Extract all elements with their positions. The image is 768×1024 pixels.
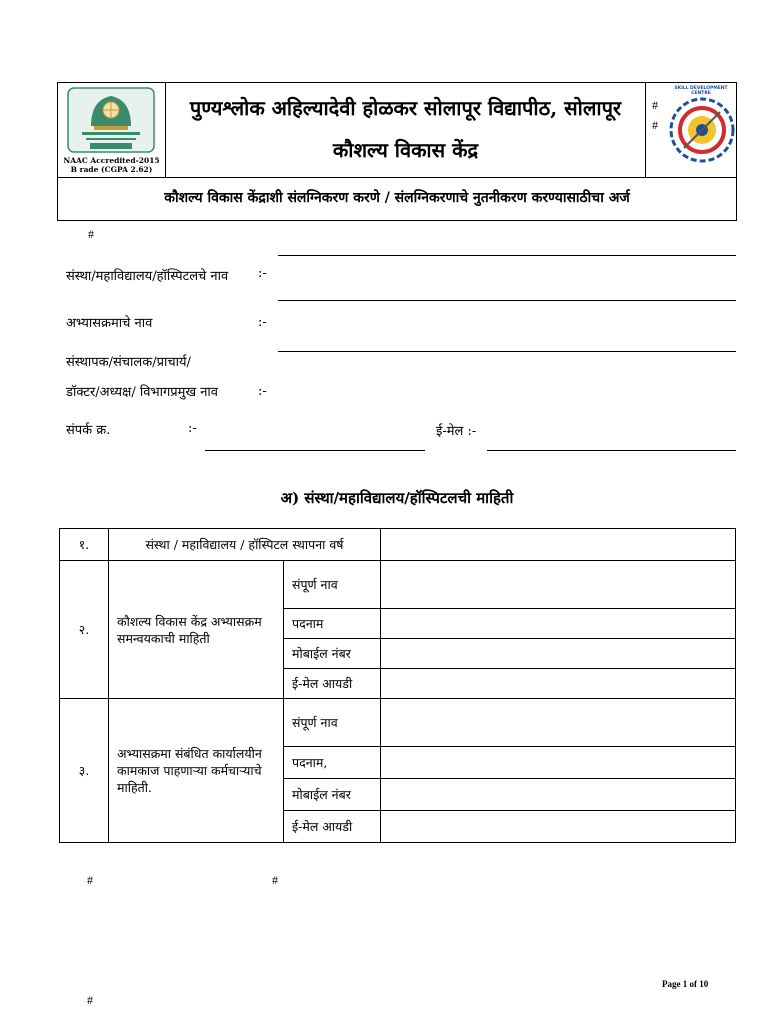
naac-line-2: B rade (CGPA 2.62) xyxy=(70,165,153,174)
head-name-label-2: डॉक्टर/अध्यक्ष/ विभागप्रमुख नाव xyxy=(66,385,219,400)
hash-mark: # xyxy=(88,227,94,241)
field-label: ई-मेल आयडी xyxy=(284,811,381,843)
row-number: २. xyxy=(60,561,109,699)
skill-centre-logo-cell xyxy=(645,82,737,178)
university-name: पुण्यश्लोक अहिल्यादेवी होळकर सोलापूर विद्यापीठ, सोलापूर xyxy=(189,96,622,120)
staff-mobile-cell[interactable] xyxy=(381,779,736,811)
table-row xyxy=(60,699,736,747)
skill-centre-logo-text: SKILL DEVELOPMENT CENTRE xyxy=(674,86,728,96)
institution-name-separator: :- xyxy=(258,266,267,281)
coordinator-mobile-cell[interactable] xyxy=(381,639,736,669)
coordinator-email-cell[interactable] xyxy=(381,669,736,699)
field-label: मोबाईल नंबर xyxy=(284,779,381,811)
staff-info-label: अभ्यासक्रमा संबंधित कार्यालयीन कामकाज पाहणाऱ्या कर्मचाऱ्याचे माहिती. xyxy=(109,699,284,843)
head-name-separator: :- xyxy=(258,384,267,399)
section-a-heading: अ) संस्था/महाविद्यालय/हॉस्पिटलची माहिती xyxy=(280,489,514,507)
contact-number-line[interactable] xyxy=(205,450,425,451)
contact-separator: :- xyxy=(188,421,197,436)
contact-label: संपर्क क्र. xyxy=(66,423,111,438)
center-name: कौशल्य विकास केंद्र xyxy=(332,138,479,162)
page-number: Page 1 of 10 xyxy=(662,979,709,989)
table-row xyxy=(60,529,736,561)
field-label: संपूर्ण नाव xyxy=(284,699,381,747)
field-label: पदनाम, xyxy=(284,747,381,779)
staff-full-name-cell[interactable] xyxy=(381,699,736,747)
hash-mark: # xyxy=(652,118,658,132)
naac-accreditation xyxy=(60,156,163,174)
university-logo-icon xyxy=(66,86,156,154)
coordinator-info-label: कौशल्य विकास केंद्र अभ्यासक्रम समन्वयकाची माहिती xyxy=(109,561,284,699)
course-name-line[interactable] xyxy=(278,351,736,352)
hash-mark: # xyxy=(87,873,93,887)
establishment-year-cell[interactable] xyxy=(381,529,736,561)
skill-centre-gear-logo-icon xyxy=(664,90,736,168)
institution-name-label: संस्था/महाविद्यालय/हॉस्पिटलचे नाव xyxy=(66,269,229,284)
staff-designation-cell[interactable] xyxy=(381,747,736,779)
institution-name-line[interactable] xyxy=(278,300,736,301)
course-name-separator: :- xyxy=(258,315,267,330)
hash-mark: # xyxy=(652,98,658,112)
institution-info-table xyxy=(59,528,736,843)
row-number: १. xyxy=(60,529,109,561)
email-label: ई-मेल :- xyxy=(436,424,477,439)
institution-name-line-top xyxy=(278,255,736,256)
establishment-year-label: संस्था / महाविद्यालय / हॉस्पिटल स्थापना वर्ष xyxy=(109,529,381,561)
naac-line-1: NAAC Accredited-2015 xyxy=(63,156,160,165)
coordinator-designation-cell[interactable] xyxy=(381,609,736,639)
staff-email-cell[interactable] xyxy=(381,811,736,843)
field-label: पदनाम xyxy=(284,609,381,639)
hash-mark: # xyxy=(87,993,93,1007)
field-label: मोबाईल नंबर xyxy=(284,639,381,669)
head-name-label-1: संस्थापक/संचालक/प्राचार्य/ xyxy=(66,355,191,370)
row-number: ३. xyxy=(60,699,109,843)
hash-mark: # xyxy=(272,873,278,887)
course-name-label: अभ्यासक्रमाचे नाव xyxy=(66,316,153,331)
coordinator-full-name-cell[interactable] xyxy=(381,561,736,609)
form-title: कौशल्य विकास केंद्राशी संलग्निकरण करणे / संलग्निकरणाचे नुतनीकरण करण्यासाठीचा अर्ज xyxy=(164,190,630,206)
table-row xyxy=(60,561,736,609)
field-label: संपूर्ण नाव xyxy=(284,561,381,609)
field-label: ई-मेल आयडी xyxy=(284,669,381,699)
email-line[interactable] xyxy=(487,450,736,451)
